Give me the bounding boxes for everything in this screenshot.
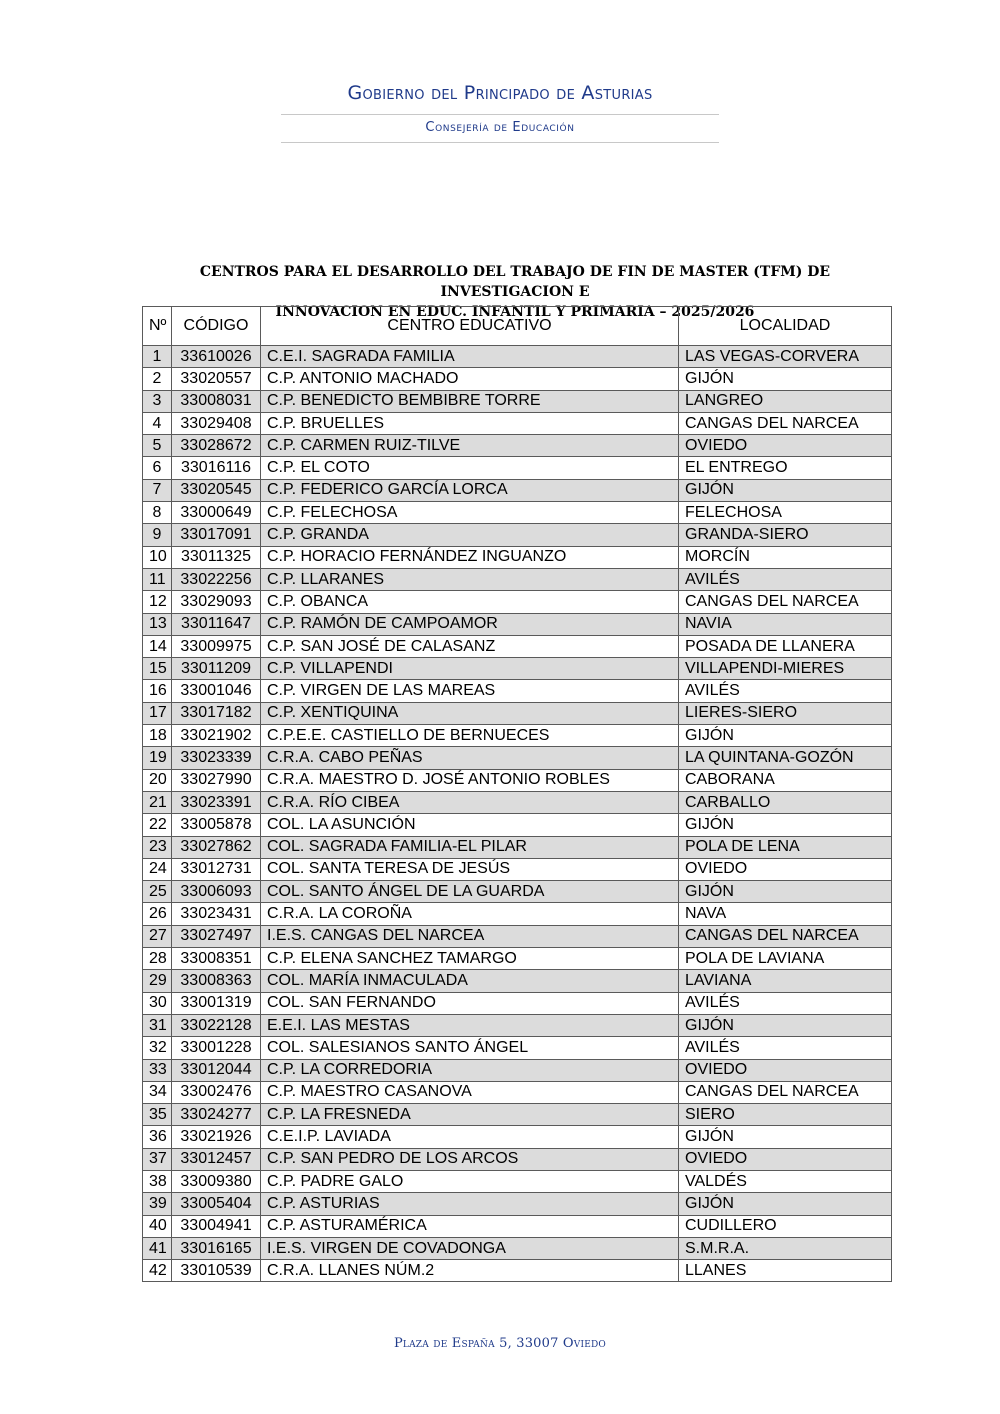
cell-number: 34 — [143, 1081, 172, 1103]
table-row — [143, 457, 892, 479]
table-row — [143, 791, 892, 813]
table-row — [143, 858, 892, 880]
cell-code: 33011209 — [172, 658, 261, 680]
cell-center: C.P. OBANCA — [261, 591, 679, 613]
cell-number: 13 — [143, 613, 172, 635]
cell-locality: OVIEDO — [679, 1148, 892, 1170]
cell-center: E.E.I. LAS MESTAS — [261, 1014, 679, 1036]
cell-locality: NAVIA — [679, 613, 892, 635]
cell-number: 31 — [143, 1014, 172, 1036]
cell-number: 40 — [143, 1215, 172, 1237]
cell-code: 33027497 — [172, 925, 261, 947]
cell-code: 33027990 — [172, 769, 261, 791]
cell-center: C.P. ASTURIAS — [261, 1193, 679, 1215]
cell-locality: S.M.R.A. — [679, 1237, 892, 1259]
cell-center: C.P. LA FRESNEDA — [261, 1104, 679, 1126]
cell-locality: CANGAS DEL NARCEA — [679, 412, 892, 434]
table-row — [143, 1260, 892, 1282]
cell-center: C.P. VILLAPENDI — [261, 658, 679, 680]
cell-code: 33002476 — [172, 1081, 261, 1103]
centers-table — [142, 306, 892, 1282]
cell-code: 33008363 — [172, 970, 261, 992]
table-row — [143, 1237, 892, 1259]
cell-locality: GIJÓN — [679, 725, 892, 747]
cell-number: 36 — [143, 1126, 172, 1148]
cell-number: 18 — [143, 725, 172, 747]
table-row — [143, 948, 892, 970]
cell-center: C.P. BRUELLES — [261, 412, 679, 434]
cell-center: C.P. FEDERICO GARCÍA LORCA — [261, 479, 679, 501]
cell-locality: NAVA — [679, 903, 892, 925]
cell-center: C.P. RAMÓN DE CAMPOAMOR — [261, 613, 679, 635]
cell-code: 33006093 — [172, 881, 261, 903]
table-row — [143, 1193, 892, 1215]
cell-code: 33016165 — [172, 1237, 261, 1259]
cell-locality: AVILÉS — [679, 568, 892, 590]
table-row — [143, 903, 892, 925]
cell-center: C.R.A. LLANES NÚM.2 — [261, 1260, 679, 1282]
cell-code: 33005878 — [172, 814, 261, 836]
cell-locality: POLA DE LENA — [679, 836, 892, 858]
cell-code: 33023391 — [172, 791, 261, 813]
cell-number: 14 — [143, 635, 172, 657]
cell-locality: AVILÉS — [679, 680, 892, 702]
cell-locality: FELECHOSA — [679, 502, 892, 524]
table-row — [143, 1081, 892, 1103]
cell-locality: GRANDA-SIERO — [679, 524, 892, 546]
cell-code: 33029093 — [172, 591, 261, 613]
cell-number: 24 — [143, 858, 172, 880]
cell-center: C.P. XENTIQUINA — [261, 702, 679, 724]
table-row — [143, 502, 892, 524]
cell-locality: GIJÓN — [679, 1193, 892, 1215]
cell-number: 41 — [143, 1237, 172, 1259]
cell-code: 33022256 — [172, 568, 261, 590]
cell-code: 33020557 — [172, 368, 261, 390]
cell-locality: VILLAPENDI-MIERES — [679, 658, 892, 680]
table-row — [143, 1014, 892, 1036]
cell-number: 10 — [143, 546, 172, 568]
table-row — [143, 591, 892, 613]
cell-code: 33000649 — [172, 502, 261, 524]
cell-locality: LIERES-SIERO — [679, 702, 892, 724]
cell-center: C.E.I. SAGRADA FAMILIA — [261, 346, 679, 368]
cell-center: C.P. PADRE GALO — [261, 1170, 679, 1192]
table-row — [143, 546, 892, 568]
cell-locality: MORCÍN — [679, 546, 892, 568]
cell-code: 33001319 — [172, 992, 261, 1014]
cell-number: 12 — [143, 591, 172, 613]
table-row — [143, 680, 892, 702]
cell-center: C.P. LA CORREDORIA — [261, 1059, 679, 1081]
cell-locality: LANGREO — [679, 390, 892, 412]
cell-center: C.R.A. CABO PEÑAS — [261, 747, 679, 769]
cell-code: 33024277 — [172, 1104, 261, 1126]
cell-center: C.P. BENEDICTO BEMBIBRE TORRE — [261, 390, 679, 412]
cell-number: 25 — [143, 881, 172, 903]
cell-code: 33001046 — [172, 680, 261, 702]
cell-center: C.P. GRANDA — [261, 524, 679, 546]
table-row — [143, 1126, 892, 1148]
cell-locality: OVIEDO — [679, 858, 892, 880]
cell-code: 33029408 — [172, 412, 261, 434]
cell-number: 39 — [143, 1193, 172, 1215]
cell-locality: GIJÓN — [679, 814, 892, 836]
cell-number: 9 — [143, 524, 172, 546]
cell-code: 33020545 — [172, 479, 261, 501]
document-title-line-2: INNOVACION EN EDUC. INFANTIL Y PRIMARIA – 2025/2026 — [275, 304, 755, 320]
cell-number: 20 — [143, 769, 172, 791]
cell-center: C.R.A. LA COROÑA — [261, 903, 679, 925]
cell-locality: VALDÉS — [679, 1170, 892, 1192]
cell-locality: LAVIANA — [679, 970, 892, 992]
cell-locality: CUDILLERO — [679, 1215, 892, 1237]
cell-locality: POLA DE LAVIANA — [679, 948, 892, 970]
cell-number: 15 — [143, 658, 172, 680]
table-row — [143, 524, 892, 546]
table-row — [143, 568, 892, 590]
cell-code: 33027862 — [172, 836, 261, 858]
table-row — [143, 613, 892, 635]
cell-locality: CABORANA — [679, 769, 892, 791]
cell-locality: LLANES — [679, 1260, 892, 1282]
cell-code: 33004941 — [172, 1215, 261, 1237]
cell-number: 30 — [143, 992, 172, 1014]
cell-code: 33010539 — [172, 1260, 261, 1282]
cell-code: 33610026 — [172, 346, 261, 368]
cell-code: 33022128 — [172, 1014, 261, 1036]
cell-number: 11 — [143, 568, 172, 590]
cell-center: C.R.A. RÍO CIBEA — [261, 791, 679, 813]
cell-code: 33001228 — [172, 1037, 261, 1059]
table-row — [143, 702, 892, 724]
cell-number: 5 — [143, 435, 172, 457]
cell-number: 2 — [143, 368, 172, 390]
table-row — [143, 1148, 892, 1170]
cell-center: C.P. FELECHOSA — [261, 502, 679, 524]
table-row — [143, 1104, 892, 1126]
table-row — [143, 479, 892, 501]
table-row — [143, 635, 892, 657]
cell-center: C.P. MAESTRO CASANOVA — [261, 1081, 679, 1103]
cell-locality: POSADA DE LLANERA — [679, 635, 892, 657]
cell-center: COL. LA ASUNCIÓN — [261, 814, 679, 836]
department-name: Consejería de Educación — [425, 120, 575, 135]
cell-number: 3 — [143, 390, 172, 412]
table-row — [143, 412, 892, 434]
cell-number: 23 — [143, 836, 172, 858]
cell-locality: GIJÓN — [679, 1014, 892, 1036]
header-divider-bottom — [281, 142, 719, 143]
cell-number: 37 — [143, 1148, 172, 1170]
cell-number: 35 — [143, 1104, 172, 1126]
cell-code: 33009975 — [172, 635, 261, 657]
cell-center: C.P. HORACIO FERNÁNDEZ INGUANZO — [261, 546, 679, 568]
cell-code: 33011325 — [172, 546, 261, 568]
cell-number: 42 — [143, 1260, 172, 1282]
table-row — [143, 992, 892, 1014]
table-row — [143, 725, 892, 747]
cell-code: 33023339 — [172, 747, 261, 769]
cell-number: 4 — [143, 412, 172, 434]
table-row — [143, 1170, 892, 1192]
cell-locality: AVILÉS — [679, 1037, 892, 1059]
cell-center: I.E.S. CANGAS DEL NARCEA — [261, 925, 679, 947]
cell-center: C.P. ELENA SANCHEZ TAMARGO — [261, 948, 679, 970]
cell-code: 33012731 — [172, 858, 261, 880]
cell-number: 19 — [143, 747, 172, 769]
cell-number: 7 — [143, 479, 172, 501]
header-number: Nº — [143, 307, 172, 346]
cell-number: 6 — [143, 457, 172, 479]
table-row — [143, 390, 892, 412]
cell-center: C.P. CARMEN RUIZ-TILVE — [261, 435, 679, 457]
cell-number: 26 — [143, 903, 172, 925]
cell-center: COL. SALESIANOS SANTO ÁNGEL — [261, 1037, 679, 1059]
cell-center: COL. SAN FERNANDO — [261, 992, 679, 1014]
cell-locality: LA QUINTANA-GOZÓN — [679, 747, 892, 769]
table-row — [143, 1037, 892, 1059]
cell-center: C.E.I.P. LAVIADA — [261, 1126, 679, 1148]
cell-center: I.E.S. VIRGEN DE COVADONGA — [261, 1237, 679, 1259]
cell-code: 33012044 — [172, 1059, 261, 1081]
cell-code: 33017091 — [172, 524, 261, 546]
table-row — [143, 747, 892, 769]
cell-code: 33023431 — [172, 903, 261, 925]
footer-address: Plaza de España 5, 33007 Oviedo — [393, 1336, 607, 1351]
table-row — [143, 658, 892, 680]
cell-number: 21 — [143, 791, 172, 813]
cell-locality: GIJÓN — [679, 881, 892, 903]
cell-locality: CANGAS DEL NARCEA — [679, 925, 892, 947]
cell-number: 17 — [143, 702, 172, 724]
document-title-line-1: CENTROS PARA EL DESARROLLO DEL TRABAJO DE FIN DE MASTER (TFM) DE INVESTIGACION E — [199, 264, 831, 300]
letterhead — [0, 82, 1000, 143]
cell-code: 33011647 — [172, 613, 261, 635]
table-row — [143, 881, 892, 903]
table-row — [143, 1059, 892, 1081]
cell-center: COL. SAGRADA FAMILIA-EL PILAR — [261, 836, 679, 858]
table-row — [143, 814, 892, 836]
cell-center: C.P. EL COTO — [261, 457, 679, 479]
cell-center: C.R.A. MAESTRO D. JOSÉ ANTONIO ROBLES — [261, 769, 679, 791]
cell-code: 33016116 — [172, 457, 261, 479]
table-row — [143, 836, 892, 858]
table-row — [143, 970, 892, 992]
cell-number: 28 — [143, 948, 172, 970]
header-divider-top — [281, 114, 719, 115]
table-row — [143, 769, 892, 791]
cell-code: 33005404 — [172, 1193, 261, 1215]
cell-number: 27 — [143, 925, 172, 947]
cell-center: C.P. ASTURAMÉRICA — [261, 1215, 679, 1237]
cell-center: COL. SANTO ÁNGEL DE LA GUARDA — [261, 881, 679, 903]
cell-center: COL. MARÍA INMACULADA — [261, 970, 679, 992]
cell-locality: OVIEDO — [679, 1059, 892, 1081]
cell-center: C.P. SAN PEDRO DE LOS ARCOS — [261, 1148, 679, 1170]
table-header-row — [143, 307, 892, 346]
cell-number: 29 — [143, 970, 172, 992]
cell-number: 16 — [143, 680, 172, 702]
cell-code: 33028672 — [172, 435, 261, 457]
cell-locality: AVILÉS — [679, 992, 892, 1014]
cell-center: C.P. ANTONIO MACHADO — [261, 368, 679, 390]
cell-number: 8 — [143, 502, 172, 524]
cell-center: C.P.E.E. CASTIELLO DE BERNUECES — [261, 725, 679, 747]
table-body — [143, 346, 892, 1282]
cell-locality: CANGAS DEL NARCEA — [679, 1081, 892, 1103]
cell-code: 33008031 — [172, 390, 261, 412]
cell-center: C.P. LLARANES — [261, 568, 679, 590]
cell-locality: GIJÓN — [679, 1126, 892, 1148]
cell-locality: CANGAS DEL NARCEA — [679, 591, 892, 613]
table-row — [143, 435, 892, 457]
cell-code: 33008351 — [172, 948, 261, 970]
cell-code: 33017182 — [172, 702, 261, 724]
cell-code: 33012457 — [172, 1148, 261, 1170]
cell-center: C.P. VIRGEN DE LAS MAREAS — [261, 680, 679, 702]
cell-locality: LAS VEGAS-CORVERA — [679, 346, 892, 368]
cell-number: 1 — [143, 346, 172, 368]
cell-number: 22 — [143, 814, 172, 836]
cell-locality: EL ENTREGO — [679, 457, 892, 479]
header-code: CÓDIGO — [172, 307, 261, 346]
table-row — [143, 368, 892, 390]
table-row — [143, 925, 892, 947]
cell-center: C.P. SAN JOSÉ DE CALASANZ — [261, 635, 679, 657]
header-center: CENTRO EDUCATIVO — [261, 307, 679, 346]
table-row — [143, 346, 892, 368]
cell-locality: GIJÓN — [679, 479, 892, 501]
table-row — [143, 1215, 892, 1237]
cell-center: COL. SANTA TERESA DE JESÚS — [261, 858, 679, 880]
cell-code: 33021902 — [172, 725, 261, 747]
cell-number: 32 — [143, 1037, 172, 1059]
government-name: Gobierno del Principado de Asturias — [347, 82, 653, 104]
cell-locality: CARBALLO — [679, 791, 892, 813]
cell-locality: OVIEDO — [679, 435, 892, 457]
cell-code: 33009380 — [172, 1170, 261, 1192]
cell-code: 33021926 — [172, 1126, 261, 1148]
cell-locality: GIJÓN — [679, 368, 892, 390]
cell-number: 38 — [143, 1170, 172, 1192]
header-locality: LOCALIDAD — [679, 307, 892, 346]
cell-locality: SIERO — [679, 1104, 892, 1126]
cell-number: 33 — [143, 1059, 172, 1081]
